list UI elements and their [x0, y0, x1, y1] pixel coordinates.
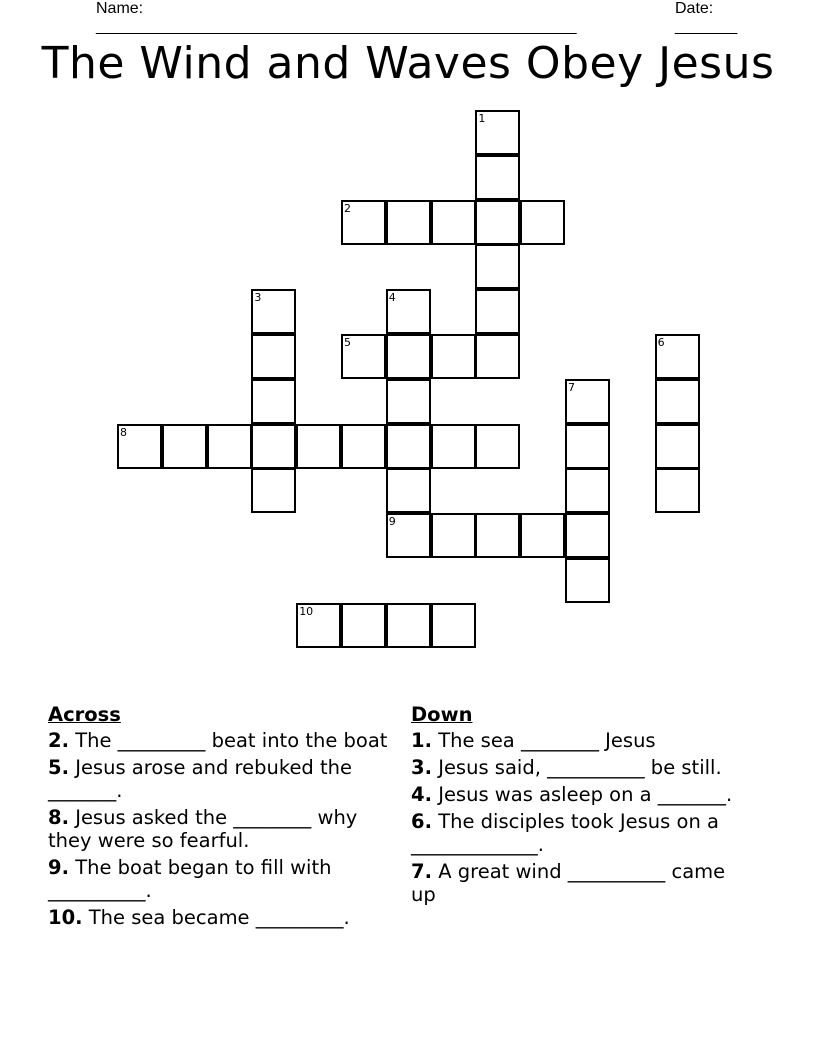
- across-clue-9: [48, 856, 393, 902]
- date-field[interactable]: Date: _______: [675, 0, 738, 35]
- cell-number: 1: [478, 112, 486, 125]
- down-clue-1: [411, 729, 741, 752]
- cell-number: 4: [388, 291, 396, 305]
- crossword-cell[interactable]: [520, 200, 565, 245]
- crossword-cell[interactable]: [341, 334, 386, 379]
- crossword-cell[interactable]: [565, 558, 610, 603]
- clue-text: Jesus asked the ________ why they were so fearful.: [48, 806, 358, 852]
- crossword-cell[interactable]: [341, 424, 386, 469]
- crossword-cell[interactable]: [341, 200, 386, 245]
- clue-text: The sea became _________.: [88, 906, 350, 929]
- crossword-cell[interactable]: [386, 513, 431, 558]
- clue-number: 9.: [48, 856, 69, 879]
- crossword-cell[interactable]: [296, 424, 341, 469]
- down-clue-7: [411, 860, 741, 906]
- crossword-cell[interactable]: [386, 424, 431, 469]
- name-field[interactable]: Name: ______________________________________________________: [96, 0, 577, 35]
- crossword-cell[interactable]: [431, 200, 476, 245]
- clue-text: Jesus said, __________ be still.: [438, 756, 722, 779]
- clue-text: The disciples took Jesus on a _____________.: [411, 810, 719, 856]
- crossword-cell[interactable]: [431, 424, 476, 469]
- down-clues: [411, 703, 741, 910]
- crossword-cell[interactable]: [655, 424, 700, 469]
- crossword-cell[interactable]: [431, 513, 476, 558]
- clue-number: 7.: [411, 860, 432, 883]
- crossword-cell[interactable]: [565, 424, 610, 469]
- across-clue-10: [48, 906, 393, 929]
- cell-number: 10: [299, 604, 314, 618]
- crossword-cell[interactable]: [296, 603, 341, 648]
- crossword-cell[interactable]: [565, 468, 610, 513]
- crossword-cell[interactable]: [386, 334, 431, 379]
- crossword-cell[interactable]: [251, 468, 296, 513]
- crossword-cell[interactable]: [475, 334, 520, 379]
- crossword-cell[interactable]: [251, 334, 296, 379]
- clue-number: 6.: [411, 810, 432, 833]
- clue-number: 4.: [411, 783, 432, 806]
- across-heading: Across: [48, 703, 121, 726]
- crossword-cell[interactable]: [341, 603, 386, 648]
- down-heading: Down: [411, 703, 473, 726]
- crossword-cell[interactable]: [475, 200, 520, 245]
- crossword-cell[interactable]: [386, 468, 431, 513]
- clue-text: The boat began to fill with __________.: [48, 856, 332, 902]
- down-clue-3: [411, 756, 741, 779]
- across-clue-5: [48, 756, 393, 802]
- crossword-cell[interactable]: [117, 424, 162, 469]
- cell-number: 5: [344, 336, 351, 349]
- crossword-cell[interactable]: [386, 379, 431, 424]
- clue-text: Jesus arose and rebuked the _______.: [48, 756, 353, 802]
- page-title: The Wind and Waves Obey Jesus: [41, 38, 775, 89]
- cell-number: 2: [344, 201, 351, 215]
- crossword-cell[interactable]: [431, 334, 476, 379]
- down-clue-6: [411, 810, 741, 856]
- crossword-cell[interactable]: [475, 244, 520, 289]
- crossword-cell[interactable]: [520, 513, 565, 558]
- clue-text: Jesus was asleep on a _______.: [438, 783, 733, 806]
- cell-number: 3: [254, 291, 262, 305]
- crossword-cell[interactable]: [251, 424, 296, 469]
- cell-number: 8: [120, 425, 127, 439]
- crossword-cell[interactable]: [475, 424, 520, 469]
- crossword-cell[interactable]: [655, 334, 700, 379]
- clue-number: 3.: [411, 756, 432, 779]
- crossword-cell[interactable]: [475, 513, 520, 558]
- crossword-cell[interactable]: [565, 379, 610, 424]
- crossword-cell[interactable]: [251, 289, 296, 334]
- clue-number: 8.: [48, 806, 69, 829]
- crossword-cell[interactable]: [431, 603, 476, 648]
- clue-number: 10.: [48, 906, 83, 929]
- cell-number: 6: [657, 336, 665, 349]
- clue-text: The _________ beat into the boat: [75, 729, 388, 752]
- crossword-cell[interactable]: [162, 424, 207, 469]
- crossword-cell[interactable]: [655, 379, 700, 424]
- clue-number: 5.: [48, 756, 69, 779]
- crossword-cell[interactable]: [386, 603, 431, 648]
- across-clue-2: [48, 729, 393, 752]
- crossword-cell[interactable]: [386, 289, 431, 334]
- clue-text: The sea ________ Jesus: [438, 729, 656, 752]
- cell-number: 7: [568, 380, 575, 394]
- across-clues: [48, 703, 393, 933]
- clue-number: 2.: [48, 729, 69, 752]
- across-clue-8: [48, 806, 393, 852]
- down-clue-4: [411, 783, 741, 806]
- crossword-cell[interactable]: [207, 424, 252, 469]
- clue-text: A great wind __________ came up: [411, 860, 726, 906]
- crossword-cell[interactable]: [475, 155, 520, 200]
- crossword-cell[interactable]: [475, 289, 520, 334]
- cell-number: 9: [388, 515, 396, 529]
- crossword-cell[interactable]: [565, 513, 610, 558]
- clue-number: 1.: [411, 729, 432, 752]
- crossword-cell[interactable]: [655, 468, 700, 513]
- crossword-cell[interactable]: [475, 110, 520, 155]
- crossword-cell[interactable]: [386, 200, 431, 245]
- crossword-cell[interactable]: [251, 379, 296, 424]
